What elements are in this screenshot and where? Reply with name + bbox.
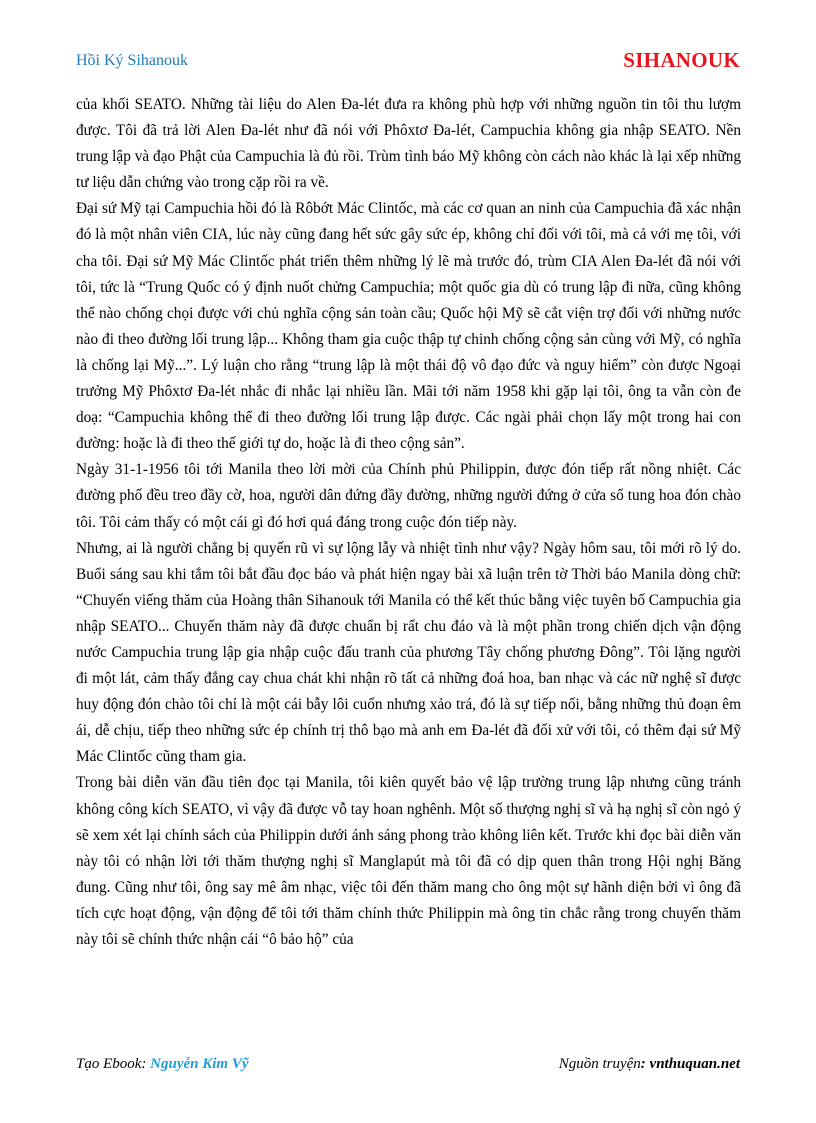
paragraph: Ngày 31-1-1956 tôi tới Manila theo lời mời của Chính phủ Philippin, được đón tiếp rất nồng nhiệt. Các đường phố đều treo đầy cờ, hoa, người dân đứng đầy đường, những người đứng ở cửa sổ tung hoa đón chào tôi. Tôi cảm thấy có một cái gì đó hơi quá đáng trong cuộc đón tiếp này.	[76, 461, 741, 531]
paragraph: Đại sứ Mỹ tại Campuchia hồi đó là Rôbớt Mác Clintốc, mà các cơ quan an ninh của Campuchia đã xác nhận đó là một nhân viên CIA, lúc này cũng đang hết sức gây sức ép, không chỉ đối với tôi, mà cả với mẹ tôi, với cha tôi. Đại sứ Mỹ Mác Clintốc phát triển thêm những lý lẽ mà trước đó, trùm CIA Alen Đa-lét đã nói với tôi, tức là “Trung Quốc có ý định nuốt chửng Campuchia; một quốc gia dù có trung lập đi nữa, cũng không thể nào chống chọi được với chủ nghĩa cộng sản toàn cầu; Quốc hội Mỹ sẽ cắt viện trợ đối với những nước nào đi theo đường lối trung lập... Không tham gia cuộc thập tự chinh chống cộng sản cùng với Mỹ, có nghĩa là chống lại Mỹ...”. Lý luận cho rằng “trung lập là một thái độ vô đạo đức và nguy hiểm” còn được Ngoại trưởng Mỹ Phôxtơ Đa-lét nhắc đi nhắc lại nhiều lần. Mãi tới năm 1958 khi gặp lại tôi, ông ta vẫn còn đe doạ: “Campuchia không thể đi theo đường lối trung lập được. Các ngài phải chọn lấy một trong hai con đường: hoặc là đi theo thế giới tự do, hoặc là đi theo cộng sản”.	[76, 200, 741, 453]
footer-source-site: vnthuquan.net	[649, 1056, 740, 1072]
header-author-title: SIHANOUK	[623, 48, 740, 72]
footer-source-separator: :	[640, 1056, 650, 1072]
footer-ebook-separator: :	[141, 1056, 151, 1072]
footer-ebook-credit	[76, 1056, 249, 1073]
paragraph: Nhưng, ai là người chẳng bị quyến rũ vì sự lộng lẫy và nhiệt tình như vậy? Ngày hôm sau, tôi mới rõ lý do. Buổi sáng sau khi tắm tôi bắt đầu đọc báo và phát hiện ngay bài xã luận trên tờ Thời báo Manila dòng chữ: “Chuyến viếng thăm của Hoàng thân Sihanouk tới Manila có thể kết thúc bằng việc tuyên bố Campuchia gia nhập SEATO... Chuyến thăm này đã được chuẩn bị rất chu đáo và là một phần trong chiến dịch vận động nước Campuchia trung lập gia nhập cuộc đấu tranh của phương Tây chống phương Đông”. Tôi lặng người đi một lát, cảm thấy đắng cay chua chát khi nhận rõ tất cả những đoá hoa, ban nhạc và các nữ nghệ sĩ được huy động đón chào tôi chỉ là một cái bẫy lôi cuốn nhưng xảo trá, đó là sự tiếp nối, bằng những thủ đoạn êm ái, dễ chịu, tiếp theo những sức ép chính trị thô bạo mà anh em Đa-lét đã đối xử với tôi, có thêm đại sứ Mỹ Mác Clintốc cũng tham gia.	[76, 539, 741, 766]
footer-source-label: Nguồn truyện	[558, 1056, 641, 1072]
footer-source-credit	[559, 1056, 740, 1073]
footer-ebook-label: Tạo Ebook	[76, 1056, 142, 1072]
paragraph: Trong bài diễn văn đầu tiên đọc tại Manila, tôi kiên quyết bảo vệ lập trường trung lập nhưng cũng tránh không công kích SEATO, vì vậy đã được vỗ tay hoan nghênh. Một số thượng nghị sĩ và hạ nghị sĩ còn ngỏ ý sẽ xem xét lại chính sách của Philippin dưới ánh sáng phong trào không liên kết. Trước khi đọc bài diễn văn này tôi có nhận lời tới thăm thượng nghị sĩ Manglapút mà tôi đã có dịp quen thân trong Hội nghị Băng đung. Cũng như tôi, ông say mê âm nhạc, việc tôi đến thăm mang cho ông một sự hãnh diện bởi vì ông đã tích cực hoạt động, vận động để tôi tới thăm chính thức Philippin mà ông tin chắc rằng trong chuyến thăm này tôi sẽ chính thức nhận cái “ô bảo hộ” của	[76, 774, 741, 948]
footer-ebook-creator: Nguyễn Kim Vỹ	[150, 1056, 249, 1072]
header-book-title: Hồi Ký Sihanouk	[76, 52, 188, 69]
page-body	[76, 92, 741, 953]
paragraph: của khối SEATO. Những tài liệu do Alen Đa-lét đưa ra không phù hợp với những nguồn tin tôi thu lượm được. Tôi đã trả lời Alen Đa-lét như đã nói với Phôxtơ Đa-lét, Campuchia không gia nhập SEATO. Nền trung lập và đạo Phật của Campuchia là đủ rồi. Trùm tình báo Mỹ không còn cách nào khác là lại xếp những tư liệu dẫn chứng vào trong cặp rồi ra về.	[76, 96, 741, 192]
